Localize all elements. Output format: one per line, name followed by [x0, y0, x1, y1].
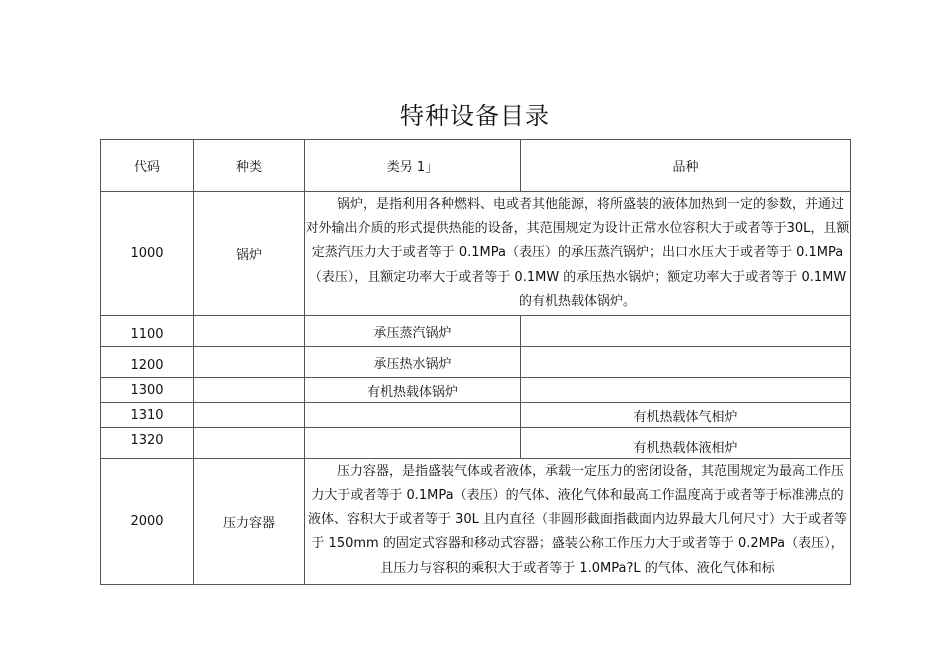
header-code: 代码 — [101, 140, 194, 192]
header-variety: 品种 — [521, 140, 851, 192]
table-row — [101, 459, 851, 585]
table-row — [101, 378, 851, 403]
row-variety: 有机热载体气相炉 — [521, 403, 851, 428]
table-row — [101, 403, 851, 428]
row-kind — [194, 378, 305, 403]
table-row — [101, 428, 851, 459]
row-kind — [194, 316, 305, 347]
row-code: 1300 — [101, 378, 194, 403]
row-variety — [521, 347, 851, 378]
header-kind: 种类 — [194, 140, 305, 192]
row-code: 1100 — [101, 316, 194, 347]
row-code: 1000 — [101, 192, 194, 316]
row-kind: 压力容器 — [194, 459, 305, 585]
row-code: 2000 — [101, 459, 194, 585]
row-kind — [194, 347, 305, 378]
row-category — [305, 403, 521, 428]
row-kind — [194, 428, 305, 459]
table-row — [101, 192, 851, 316]
row-description: 压力容器，是指盛装气体或者液体，承载一定压力的密闭设备，其范围规定为最高工作压力大于或者等于 0.1MPa（表压）的气体、液化气体和最高工作温度高于或者等于标准沸点的液体、容积大于或者等于 30L 且内直径（非圆形截面指截面内边界最大几何尺寸）大于或者等于 150mm 的固定式容器和移动式容器；盛装公称工作压力大于或者等于 0.2MPa（表压），且压力与容积的乘积大于或者等于 1.0MPa?L 的气体、液化气体和标 — [305, 459, 851, 585]
row-variety: 有机热载体液相炉 — [521, 428, 851, 459]
row-category: 有机热载体锅炉 — [305, 378, 521, 403]
row-category — [305, 428, 521, 459]
table-row — [101, 347, 851, 378]
row-variety — [521, 378, 851, 403]
row-code: 1320 — [101, 428, 194, 459]
row-description: 锅炉，是指利用各种燃料、电或者其他能源，将所盛装的液体加热到一定的参数，并通过对外输出介质的形式提供热能的设备，其范围规定为设计正常水位容积大于或者等于30L，且额定蒸汽压力大于或者等于 0.1MPa（表压）的承压蒸汽锅炉；出口水压大于或者等于 0.1MPa（表压），且额定功率大于或者等于 0.1MW 的承压热水锅炉；额定功率大于或者等于 0.1MW 的有机热载体锅炉。 — [305, 192, 851, 316]
row-code: 1200 — [101, 347, 194, 378]
equipment-catalog-table — [100, 139, 851, 585]
row-code: 1310 — [101, 403, 194, 428]
header-category: 类另 1」 — [305, 140, 521, 192]
row-category: 承压蒸汽锅炉 — [305, 316, 521, 347]
row-category: 承压热水锅炉 — [305, 347, 521, 378]
page-title: 特种设备目录 — [400, 102, 550, 130]
table-row — [101, 316, 851, 347]
row-kind: 锅炉 — [194, 192, 305, 316]
row-variety — [521, 316, 851, 347]
table-header-row — [101, 140, 851, 192]
row-kind — [194, 403, 305, 428]
